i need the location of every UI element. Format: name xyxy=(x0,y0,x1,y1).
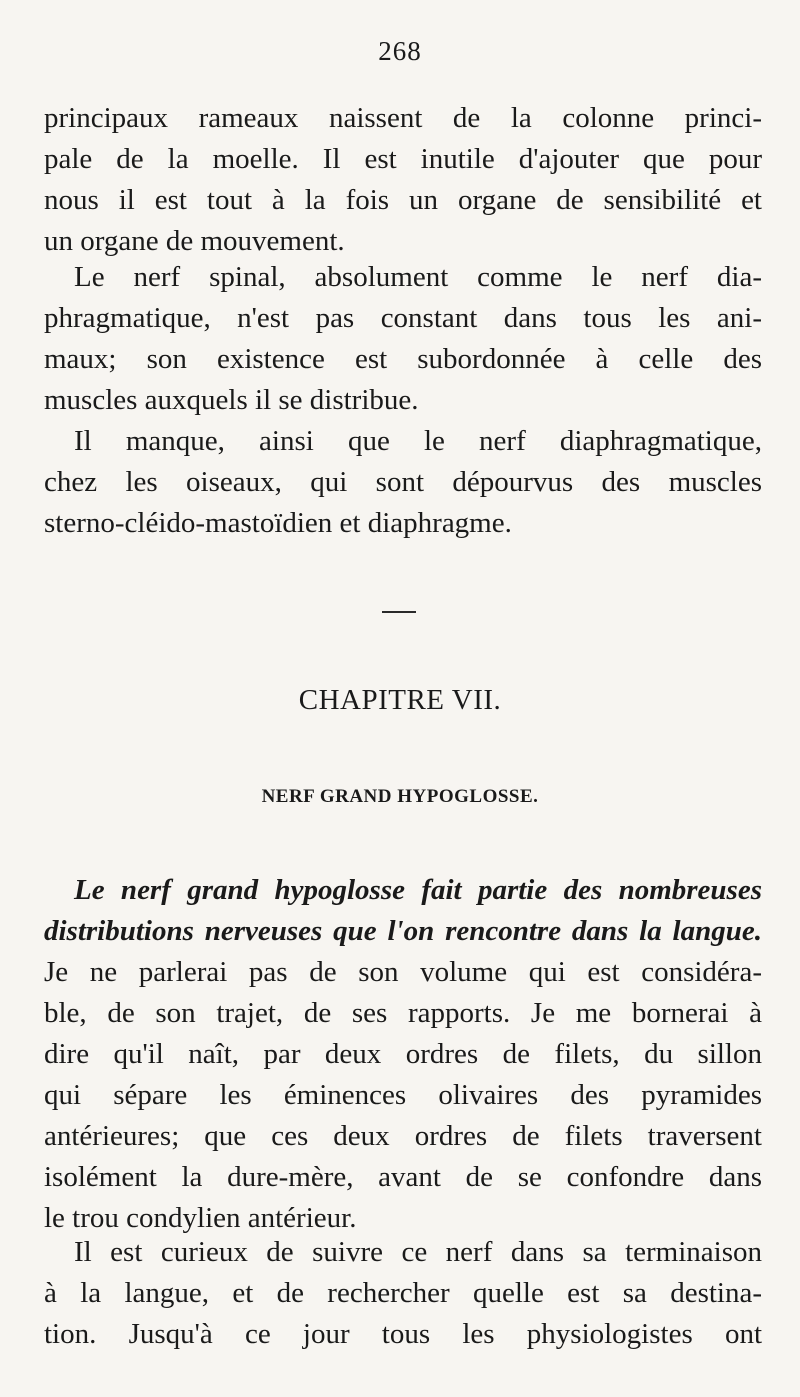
paragraph-2 xyxy=(44,257,762,421)
text-line: Le nerf spinal, absolument comme le nerf dia- xyxy=(74,261,762,293)
text-line: nous il est tout à la fois un organe de sensibilité et xyxy=(44,184,762,216)
section-divider xyxy=(382,611,416,613)
text-line: ble, de son trajet, de ses rapports. Je me bornerai à xyxy=(44,997,762,1029)
text-line: le trou condylien antérieur. xyxy=(44,1202,357,1234)
text-line: pale de la moelle. Il est inutile d'ajouter que pour xyxy=(44,143,762,175)
section-title: NERF GRAND HYPOGLOSSE. xyxy=(261,786,539,807)
text-line: qui sépare les éminences olivaires des pyramides xyxy=(44,1079,762,1111)
text-line: phragmatique, n'est pas constant dans tous les ani- xyxy=(44,302,762,334)
text-line: principaux rameaux naissent de la colonne princi- xyxy=(44,102,762,134)
text-line: tion. Jusqu'à ce jour tous les physiologistes ont xyxy=(44,1318,762,1350)
text-line: dire qu'il naît, par deux ordres de filets, du sillon xyxy=(44,1038,762,1070)
text-line: chez les oiseaux, qui sont dépourvus des muscles xyxy=(44,466,762,498)
text-line: Il manque, ainsi que le nerf diaphragmatique, xyxy=(74,425,762,457)
italic-text-line: Le nerf grand hypoglosse fait partie des nombreuses xyxy=(74,874,762,906)
text-line: un organe de mouvement. xyxy=(44,225,345,257)
paragraph-5 xyxy=(44,1232,762,1355)
text-line: isolément la dure-mère, avant de se confondre dans xyxy=(44,1161,762,1193)
text-line: à la langue, et de rechercher quelle est sa destina- xyxy=(44,1277,762,1309)
text-line: maux; son existence est subordonnée à celle des xyxy=(44,343,762,375)
text-line: Il est curieux de suivre ce nerf dans sa terminaison xyxy=(74,1236,762,1268)
text-line: Je ne parlerai pas de son volume qui est considéra- xyxy=(44,956,762,988)
page-number: 268 xyxy=(378,36,422,66)
text-line: antérieures; que ces deux ordres de filets traversent xyxy=(44,1120,762,1152)
paragraph-4 xyxy=(44,870,762,1239)
paragraph-1 xyxy=(44,98,762,262)
text-line: sterno-cléido-mastoïdien et diaphragme. xyxy=(44,507,512,539)
text-line: muscles auxquels il se distribue. xyxy=(44,384,419,416)
paragraph-3 xyxy=(44,421,762,544)
italic-text-line: distributions nerveuses que l'on rencontre dans la langue. xyxy=(44,915,762,947)
chapter-title: CHAPITRE VII. xyxy=(298,684,502,716)
